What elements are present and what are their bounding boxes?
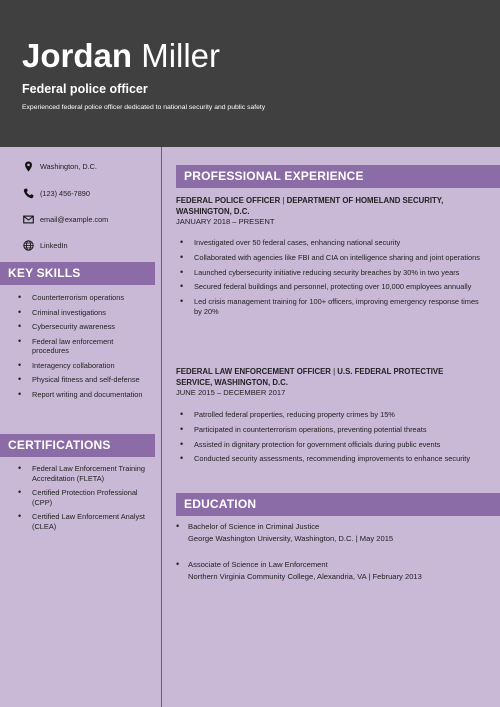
certification-item: • Certified Law Enforcement Analyst (CLEA) <box>18 512 148 531</box>
certifications-heading: CERTIFICATIONS <box>0 434 155 457</box>
envelope-icon <box>22 213 34 225</box>
education-school-line: George Washington University, Washington, D.C. | May 2015 <box>188 533 394 543</box>
email-text: email@example.com <box>40 214 109 224</box>
job-2-employer: U.S. FEDERAL PROTECTIVE SERVICE, WASHINGTON, D.C. <box>176 367 444 387</box>
sidebar <box>0 147 162 707</box>
last-name: Miller <box>141 37 221 74</box>
certifications-list <box>18 464 148 536</box>
job-bullet: • Secured federal buildings and personnel, protecting over 10,000 employees annually <box>180 282 485 292</box>
job-bullet: • Investigated over 50 federal cases, enhancing national security <box>180 238 485 248</box>
education-degree: • Associate of Science in Law Enforcement <box>176 559 476 571</box>
contact-email[interactable] <box>22 213 108 225</box>
phone-icon <box>22 187 34 199</box>
skill-item: • Counterterrorism operations <box>18 293 148 303</box>
job-bullet: • Assisted in dignitary protection for government officials during public events <box>180 440 485 450</box>
education-school-line: Northern Virginia Community College, Alexandria, VA | February 2013 <box>188 571 422 581</box>
key-skills-heading: KEY SKILLS <box>0 262 155 285</box>
job-1-employer: DEPARTMENT OF HOMELAND SECURITY, WASHINGTON, D.C. <box>176 196 444 216</box>
certification-item: • Federal Law Enforcement Training Accreditation (FLETA) <box>18 464 148 483</box>
job-bullet: • Led crisis management training for 100+ officers, improving emergency response times by 20% <box>180 297 485 316</box>
contact-location <box>22 160 97 172</box>
education-date: February 2013 <box>372 571 422 581</box>
contact-linkedin[interactable] <box>22 239 68 251</box>
job-title: Federal police officer <box>22 82 148 96</box>
job-bullet: • Conducted security assessments, recommending improvements to enhance security <box>180 454 485 464</box>
job-1-title: FEDERAL POLICE OFFICER | DEPARTMENT OF HOMELAND SECURITY, WASHINGTON, D.C. <box>176 196 444 216</box>
job-bullet: • Launched cybersecurity initiative reducing security breaches by 30% in two years <box>180 268 485 278</box>
job-2-dates: JUNE 2015 – DECEMBER 2017 <box>176 388 286 397</box>
location-text: Washington, D.C. <box>40 161 97 171</box>
education-item-2 <box>176 559 476 582</box>
job-2-bullets <box>180 410 485 469</box>
phone-text: (123) 456-7890 <box>40 188 90 198</box>
education-item-1 <box>176 521 476 544</box>
job-1-header <box>176 196 476 227</box>
job-2-title: FEDERAL LAW ENFORCEMENT OFFICER | U.S. FEDERAL PROTECTIVE SERVICE, WASHINGTON, D.C. <box>176 367 444 387</box>
experience-heading: PROFESSIONAL EXPERIENCE <box>176 165 500 188</box>
map-pin-icon <box>22 160 34 172</box>
education-heading: EDUCATION <box>176 493 500 516</box>
education-school: Northern Virginia Community College, Alexandria, VA <box>188 571 367 581</box>
job-2-role: FEDERAL LAW ENFORCEMENT OFFICER <box>176 367 331 376</box>
globe-icon <box>22 239 34 251</box>
skill-item: • Criminal investigations <box>18 308 148 318</box>
education-school: George Washington University, Washington, D.C. <box>188 533 354 543</box>
candidate-name <box>22 36 220 76</box>
skill-item: • Cybersecurity awareness <box>18 322 148 332</box>
skill-item: • Federal law enforcement procedures <box>18 337 148 356</box>
skill-item: • Physical fitness and self-defense <box>18 375 148 385</box>
education-degree: • Bachelor of Science in Criminal Justice <box>176 521 476 533</box>
skill-item: • Interagency collaboration <box>18 361 148 371</box>
job-1-role: FEDERAL POLICE OFFICER <box>176 196 281 205</box>
job-bullet: • Patrolled federal properties, reducing property crimes by 15% <box>180 410 485 420</box>
linkedin-text: LinkedIn <box>40 240 68 250</box>
skill-item: • Report writing and documentation <box>18 390 148 400</box>
first-name: Jordan <box>22 37 133 74</box>
key-skills-list <box>18 293 148 404</box>
job-2-header <box>176 367 476 398</box>
contact-phone[interactable] <box>22 187 90 199</box>
education-date: May 2015 <box>359 533 394 543</box>
job-1-dates: JANUARY 2018 – PRESENT <box>176 217 275 226</box>
summary: Experienced federal police officer dedicated to national security and public safety <box>22 104 266 111</box>
job-bullet: • Participated in counterterrorism operations, preventing potential threats <box>180 425 485 435</box>
certification-item: • Certified Protection Professional (CPP) <box>18 488 148 507</box>
resume-header <box>0 0 500 147</box>
job-bullet: • Collaborated with agencies like FBI and CIA on intelligence sharing and joint operations <box>180 253 485 263</box>
job-1-bullets <box>180 238 485 322</box>
